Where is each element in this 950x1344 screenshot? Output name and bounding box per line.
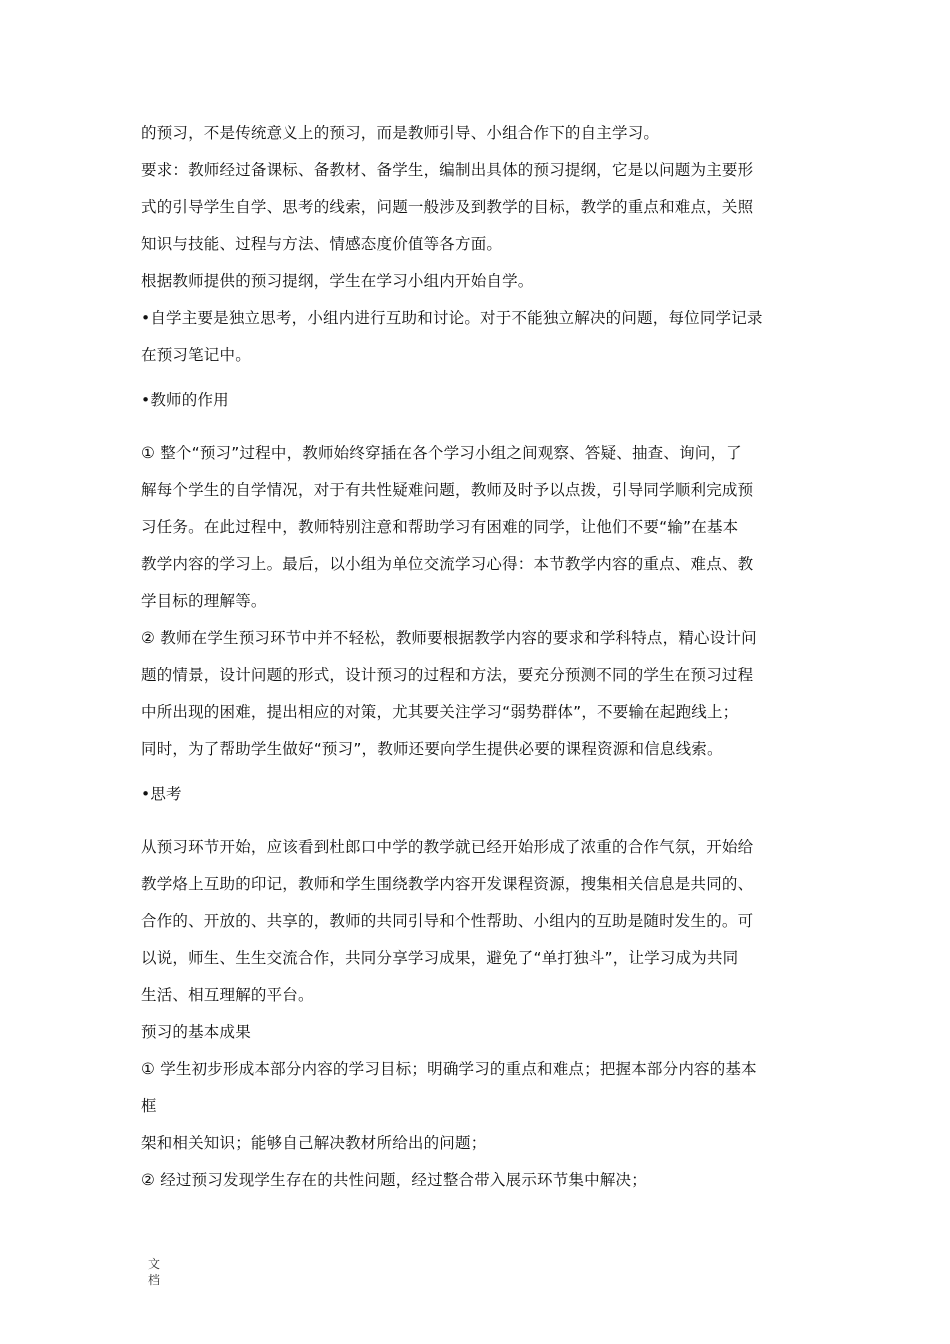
text-line: 在预习笔记中。 xyxy=(141,346,251,364)
text-line: 根据教师提供的预习提纲，学生在学习小组内开始自学。 xyxy=(141,272,534,290)
section-heading: •思考 xyxy=(141,785,182,803)
text-line: 教学内容的学习上。最后，以小组为单位交流学习心得：本节教学内容的重点、难点、教 xyxy=(141,555,754,573)
text-line: 架和相关知识；能够自己解决教材所给出的问题； xyxy=(141,1134,487,1152)
text-line: ② 经过预习发现学生存在的共性问题，经过整合带入展示环节集中解决； xyxy=(141,1171,647,1189)
text-line: 生活、相互理解的平台。 xyxy=(141,986,314,1004)
section-heading: 预习的基本成果 xyxy=(141,1023,251,1041)
page-footer xyxy=(148,1256,162,1288)
text-line: 以说，师生、生生交流合作，共同分享学习成果，避免了“单打独斗”，让学习成为共同 xyxy=(141,949,739,967)
text-line: ① 学生初步形成本部分内容的学习目标；明确学习的重点和难点；把握本部分内容的基本 xyxy=(141,1060,757,1078)
text-line: 式的引导学生自学、思考的线索，问题一般涉及到教学的目标，教学的重点和难点，关照 xyxy=(141,198,754,216)
section-heading: •教师的作用 xyxy=(141,391,229,409)
text-line: ① 整个“预习”过程中，教师始终穿插在各个学习小组之间观察、答疑、抽查、询问，了 xyxy=(141,444,742,462)
text-line: 的预习，不是传统意义上的预习，而是教师引导、小组合作下的自主学习。 xyxy=(141,124,660,142)
text-line: 题的情景，设计问题的形式，设计预习的过程和方法，要充分预测不同的学生在预习过程 xyxy=(141,666,754,684)
text-line: 教学烙上互助的印记，教师和学生围绕教学内容开发课程资源，搜集相关信息是共同的、 xyxy=(141,875,754,893)
text-line: 同时，为了帮助学生做好“预习”，教师还要向学生提供必要的课程资源和信息线索。 xyxy=(141,740,723,758)
footer-char: 文 xyxy=(148,1257,161,1271)
text-line: •自学主要是独立思考，小组内进行互助和讨论。对于不能独立解决的问题，每位同学记录 xyxy=(141,309,763,327)
text-line: 知识与技能、过程与方法、情感态度价值等各方面。 xyxy=(141,235,503,253)
text-line: 中所出现的困难，提出相应的对策，尤其要关注学习“弱势群体”，不要输在起跑线上； xyxy=(141,703,739,721)
text-line: 框 xyxy=(141,1097,157,1115)
text-line: 要求：教师经过备课标、备教材、备学生，编制出具体的预习提纲，它是以问题为主要形 xyxy=(141,161,754,179)
footer-char: 档 xyxy=(148,1273,161,1287)
text-line: ② 教师在学生预习环节中并不轻松，教师要根据教学内容的要求和学科特点，精心设计问 xyxy=(141,629,757,647)
text-line: 习任务。在此过程中，教师特别注意和帮助学习有困难的同学，让他们不要“输”在基本 xyxy=(141,518,739,536)
text-line: 合作的、开放的、共享的，教师的共同引导和个性帮助、小组内的互助是随时发生的。可 xyxy=(141,912,754,930)
text-line: 解每个学生的自学情况，对于有共性疑难问题，教师及时予以点拨，引导同学顺利完成预 xyxy=(141,481,754,499)
text-line: 学目标的理解等。 xyxy=(141,592,267,610)
text-line: 从预习环节开始，应该看到杜郎口中学的教学就已经开始形成了浓重的合作气氛，开始给 xyxy=(141,838,754,856)
